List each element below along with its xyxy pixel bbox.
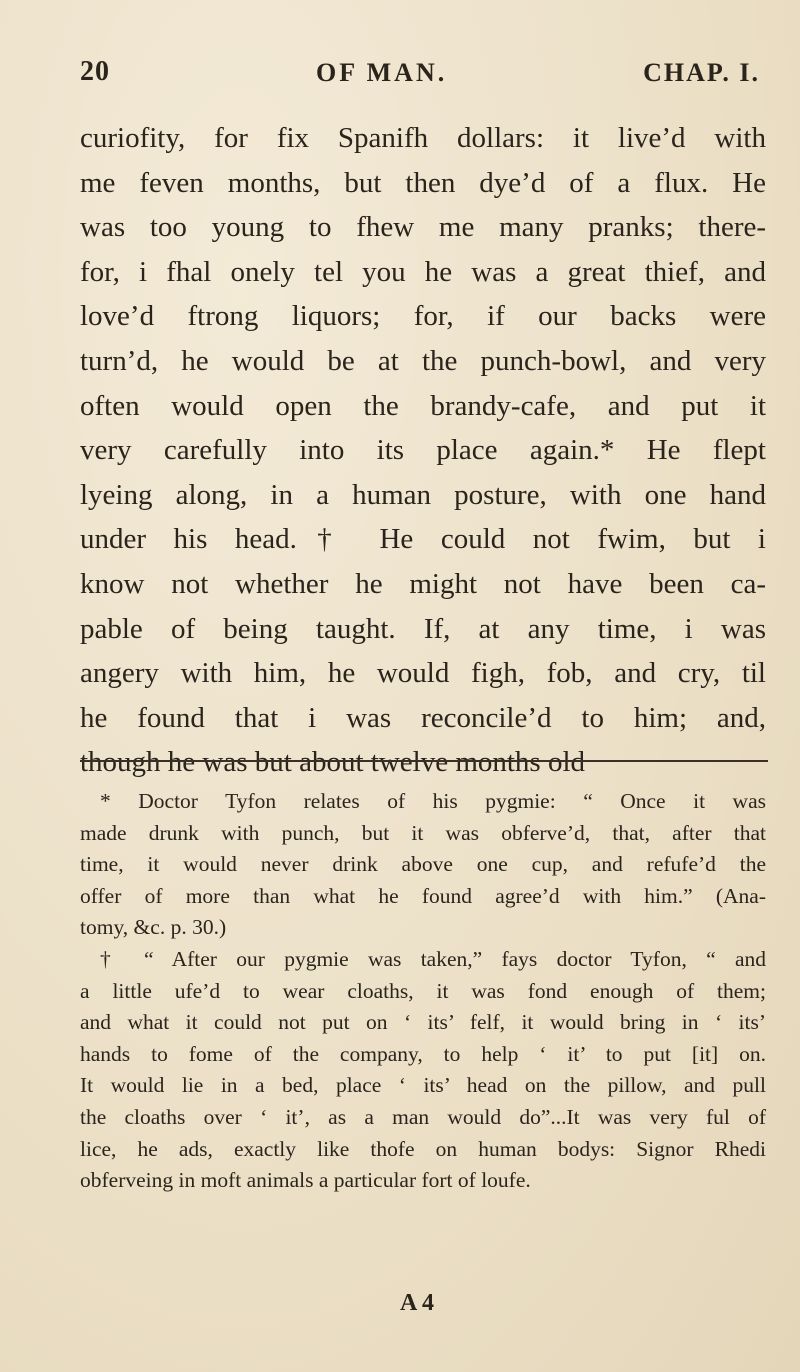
footnote-line: obferveing in moft animals a particular fort of loufe.: [80, 1168, 531, 1193]
text-line: pable of being taught. If, at any time, i was: [80, 612, 766, 645]
text-line: under his head.† He could not fwim, but i: [80, 523, 766, 556]
footnote-line: lice, he ads, exactly like thofe on human bodys: Signor Rhedi: [80, 1136, 766, 1161]
main-text: [80, 116, 766, 785]
page-header: [80, 56, 760, 96]
footnote-line: * Doctor Tyfon relates of his pygmie: “ Once it was: [100, 789, 766, 813]
footnote-line: It would lie in a bed, place ‘ its’ head on the pillow, and pull: [80, 1073, 766, 1098]
text-line: know not whether he might not have been ca-: [80, 567, 766, 600]
text-line: for, i fhal onely tel you he was a great thief, and: [80, 255, 766, 288]
text-line: was too young to fhew me many pranks; there-: [80, 211, 766, 244]
page-number: 20: [80, 56, 110, 87]
footnote-line: a little ufe’d to wear cloaths, it was fond enough of them;: [80, 978, 766, 1003]
text-line: though he was but about twelve months old: [80, 746, 586, 779]
footnote-line: † “ After our pygmie was taken,” fays doctor Tyfon, “ and: [100, 946, 766, 971]
footnote-line: and what it could not put on ‘ its’ felf, it would bring in ‘ its’: [80, 1010, 766, 1035]
text-line: turn’d, he would be at the punch-bowl, and very: [80, 344, 766, 377]
text-line: often would open the brandy-cafe, and put it: [80, 389, 766, 422]
text-line: love’d ftrong liquors; for, if our backs were: [80, 300, 766, 333]
footnote-rule: [80, 760, 768, 762]
text-line: he found that i was reconcile’d to him; and,: [80, 701, 766, 734]
text-line: angery with him, he would figh, fob, and cry, til: [80, 657, 766, 690]
footnote-line: offer of more than what he found agree’d with him.” (Ana-: [80, 883, 766, 908]
text-line: lyeing along, in a human posture, with one hand: [80, 478, 766, 511]
text-line: me feven months, but then dye’d of a flux. He: [80, 166, 766, 199]
text-line: curiofity, for fix Spanifh dollars: it live’d with: [80, 122, 766, 154]
text-line: very carefully into its place again.* He flept: [80, 434, 766, 467]
footnote-line: tomy, &c. p. 30.): [80, 915, 227, 940]
footnotes: [80, 786, 766, 1197]
footnote-line: time, it would never drink above one cup, and refufe’d the: [80, 852, 766, 877]
footnote-line: hands to fome of the company, to help ‘ it’ to put [it] on.: [80, 1041, 766, 1066]
footnote-line: the cloaths over ‘ it’, as a man would do”...It was very ful of: [80, 1104, 766, 1129]
footnote-line: made drunk with punch, but it was obferve’d, that, after that: [80, 820, 766, 845]
signature-mark: A 4: [400, 1290, 435, 1316]
running-title: OF MAN.: [316, 58, 448, 87]
chapter-label: CHAP. I.: [643, 58, 760, 87]
